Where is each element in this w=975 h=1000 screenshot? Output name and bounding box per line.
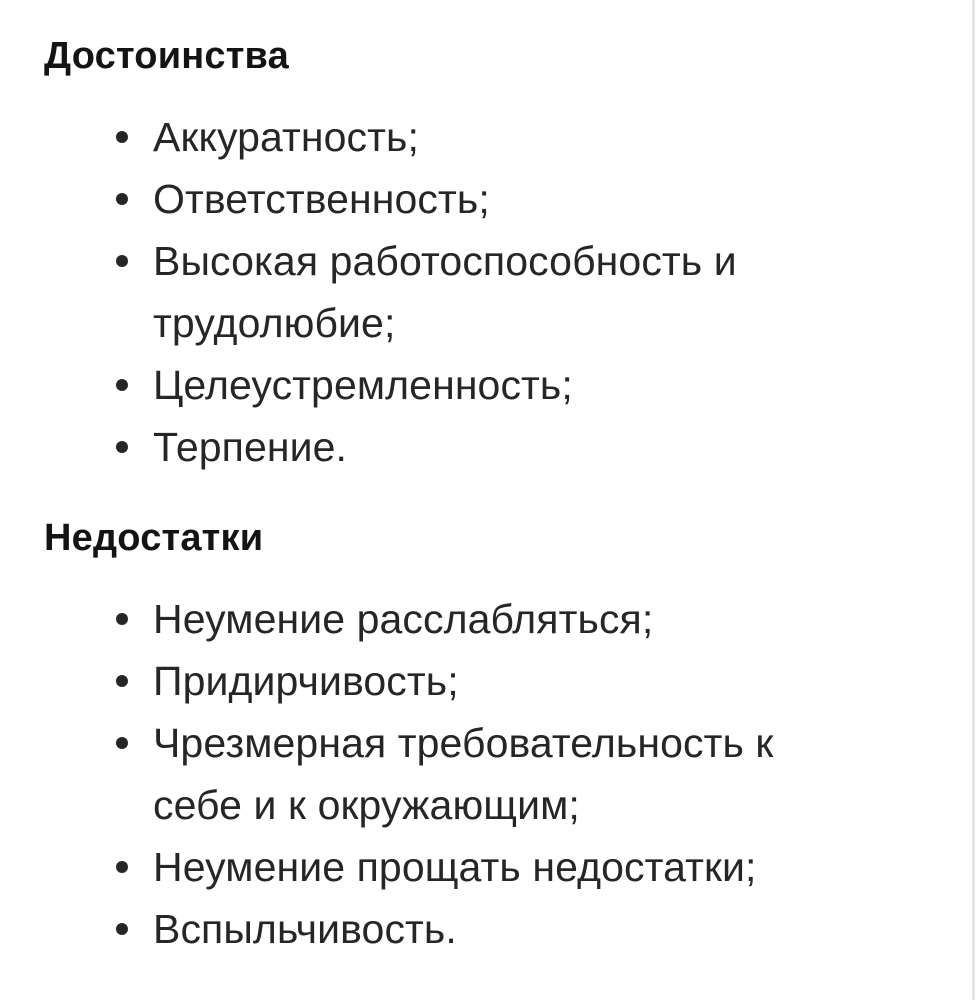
list-item: Неумение прощать недостатки; xyxy=(0,836,900,898)
list-item: Вспыльчивость. xyxy=(0,898,900,960)
section-title-cons: Недостатки xyxy=(44,517,264,559)
cons-list xyxy=(0,588,900,960)
list-item: Терпение. xyxy=(0,416,900,478)
list-item: Чрезмерная требовательность к себе и к окружающим; xyxy=(0,712,853,836)
list-item: Придирчивость; xyxy=(0,650,900,712)
list-item: Аккуратность; xyxy=(0,106,900,168)
pros-list xyxy=(0,106,900,478)
list-item: Ответственность; xyxy=(0,168,900,230)
list-item: Высокая работоспособность и трудолюбие; xyxy=(0,230,853,354)
list-item: Целеустремленность; xyxy=(0,354,900,416)
list-item: Неумение расслабляться; xyxy=(0,588,900,650)
section-title-pros: Достоинства xyxy=(44,35,289,77)
